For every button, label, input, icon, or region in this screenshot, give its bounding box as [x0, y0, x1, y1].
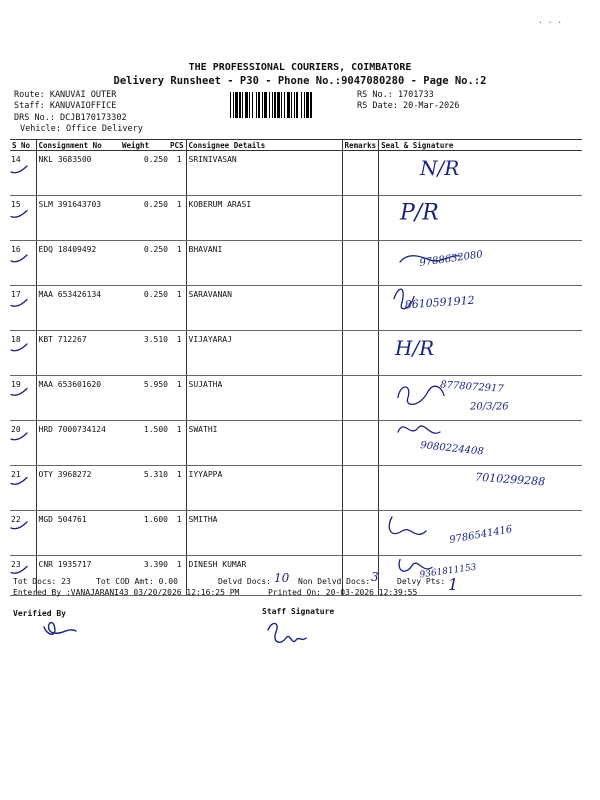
company-title: THE PROFESSIONAL COURIERS, COIMBATORE	[188, 62, 412, 73]
delivered-docs: Delvd Docs:	[218, 577, 271, 586]
handwritten-non-delivered-count: 3	[371, 570, 379, 584]
cell-seal	[379, 196, 582, 241]
cell-weight: 0.250	[120, 241, 170, 286]
cell-sno: 19	[10, 376, 36, 421]
cell-pcs: 1	[170, 421, 186, 466]
rs-number: RS No.: 1701733	[357, 90, 434, 100]
cell-consignment: MGD 504761	[36, 511, 120, 556]
vehicle-label: Vehicle: Office Delivery	[20, 124, 143, 134]
cell-seal	[379, 241, 582, 286]
cell-sno: 23	[10, 556, 36, 596]
barcode-image	[230, 92, 352, 118]
table-header-row	[10, 140, 582, 151]
handwritten-note: 9361811153	[419, 562, 478, 581]
cell-pcs: 1	[170, 466, 186, 511]
col-consignment: Consignment No	[36, 140, 120, 151]
cell-remarks	[342, 151, 379, 196]
cell-seal	[379, 376, 582, 421]
cell-consignment: OTY 3968272	[36, 466, 120, 511]
cell-sno: 14	[10, 151, 36, 196]
cell-seal	[379, 421, 582, 466]
cell-remarks	[342, 376, 379, 421]
cell-remarks	[342, 511, 379, 556]
cell-remarks	[342, 196, 379, 241]
handwritten-note: 8778072917	[439, 379, 505, 395]
table-row	[10, 241, 582, 286]
table-row	[10, 421, 582, 466]
cell-remarks	[342, 466, 379, 511]
handwritten-date: 20/3/26	[470, 401, 509, 413]
cell-consignee: VIJAYARAJ	[186, 331, 342, 376]
runsheet-subtitle: Delivery Runsheet - P30 - Phone No.:9047080280 - Page No.:2	[113, 75, 487, 87]
verified-by-label: Verified By	[13, 609, 66, 618]
cell-weight: 5.310	[120, 466, 170, 511]
cell-consignment: HRD 7000734124	[36, 421, 120, 466]
cell-sno: 17	[10, 286, 36, 331]
handwritten-delivery-points: 1	[448, 575, 459, 594]
table-row	[10, 376, 582, 421]
cell-weight: 0.250	[120, 286, 170, 331]
cell-remarks	[342, 286, 379, 331]
cell-pcs: 1	[170, 196, 186, 241]
table-row	[10, 511, 582, 556]
cell-consignee: SWATHI	[186, 421, 342, 466]
cell-weight: 1.600	[120, 511, 170, 556]
total-cod: Tot COD Amt: 0.00	[96, 577, 178, 586]
cell-weight: 1.500	[120, 421, 170, 466]
cell-weight: 3.510	[120, 331, 170, 376]
cell-pcs: 1	[170, 151, 186, 196]
cell-consignment: EDQ 18409492	[36, 241, 120, 286]
cell-consignee: KOBERUM ARASI	[186, 196, 342, 241]
cell-pcs: 1	[170, 241, 186, 286]
col-weight: Weight	[120, 140, 170, 151]
cell-remarks	[342, 331, 379, 376]
runsheet-table	[10, 139, 582, 596]
cell-sno: 16	[10, 241, 36, 286]
cell-consignment: CNR 1935717	[36, 556, 120, 596]
staff-signature	[268, 623, 306, 642]
handwritten-note: 8610591912	[404, 293, 476, 312]
cell-remarks	[342, 241, 379, 286]
cell-seal	[379, 331, 582, 376]
cell-sno: 22	[10, 511, 36, 556]
cell-seal	[379, 511, 582, 556]
delivery-points: Delvy Pts:	[397, 577, 446, 586]
col-pcs: PCS	[170, 140, 186, 151]
table-row	[10, 151, 582, 196]
cell-pcs: 1	[170, 511, 186, 556]
non-delivered-docs: Non Delvd Docs:	[298, 577, 371, 586]
handwritten-note: H/R	[395, 336, 435, 360]
cell-pcs: 1	[170, 556, 186, 596]
handwritten-note: N/R	[420, 156, 460, 180]
cell-sno: 18	[10, 331, 36, 376]
table-row	[10, 466, 582, 511]
printed-on: Printed On: 20-03-2026 12:39:55	[268, 588, 418, 597]
route-label: Route: KANUVAI OUTER	[14, 90, 117, 100]
rs-date: RS Date: 20-Mar-2026	[357, 101, 460, 111]
cell-weight: 0.250	[120, 151, 170, 196]
cell-pcs: 1	[170, 331, 186, 376]
cell-consignee: SARAVANAN	[186, 286, 342, 331]
handwritten-note: 9080224408	[419, 440, 485, 458]
handwritten-note: 7010299288	[474, 470, 546, 489]
cell-consignment: KBT 712267	[36, 331, 120, 376]
cell-consignee: SRINIVASAN	[186, 151, 342, 196]
handwritten-note: 9786541416	[448, 524, 514, 546]
cell-sno: 15	[10, 196, 36, 241]
staff-label: Staff: KANUVAIOFFICE	[14, 101, 117, 111]
total-docs: Tot Docs: 23	[13, 577, 71, 586]
cell-weight: 0.250	[120, 196, 170, 241]
cell-pcs: 1	[170, 376, 186, 421]
cell-consignment: MAA 653601620	[36, 376, 120, 421]
cell-seal	[379, 151, 582, 196]
table-row	[10, 331, 582, 376]
col-remarks: Remarks	[342, 140, 379, 151]
cell-weight: 3.390	[120, 556, 170, 596]
cell-consignee: DINESH KUMAR	[186, 556, 342, 596]
cell-consignment: NKL 3683500	[36, 151, 120, 196]
table-row	[10, 196, 582, 241]
cell-seal	[379, 286, 582, 331]
cell-consignment: SLM 391643703	[36, 196, 120, 241]
col-consignee: Consignee Details	[186, 140, 342, 151]
cell-seal	[379, 466, 582, 511]
col-sno: S No	[10, 140, 36, 151]
handwritten-note: 9788632080	[418, 249, 484, 269]
drs-number: DRS No.: DCJB170173302	[14, 113, 127, 123]
col-seal: Seal & Signature	[379, 140, 582, 151]
cell-consignment: MAA 653426134	[36, 286, 120, 331]
cell-remarks	[342, 421, 379, 466]
cell-weight: 5.950	[120, 376, 170, 421]
scan-marks: · · ·	[538, 18, 563, 27]
table-row	[10, 286, 582, 331]
entered-by: Entered By :VANAJARANI43 03/20/2026 12:16:25 PM	[13, 588, 240, 597]
cell-consignee: SUJATHA	[186, 376, 342, 421]
cell-sno: 21	[10, 466, 36, 511]
handwritten-note: P/R	[400, 200, 439, 226]
cell-pcs: 1	[170, 286, 186, 331]
verified-signature	[44, 623, 76, 635]
cell-consignee: IYYAPPA	[186, 466, 342, 511]
cell-sno: 20	[10, 421, 36, 466]
cell-consignee: BHAVANI	[186, 241, 342, 286]
handwritten-delivered-count: 10	[274, 571, 290, 585]
cell-consignee: SMITHA	[186, 511, 342, 556]
staff-signature-label: Staff Signature	[262, 607, 335, 616]
